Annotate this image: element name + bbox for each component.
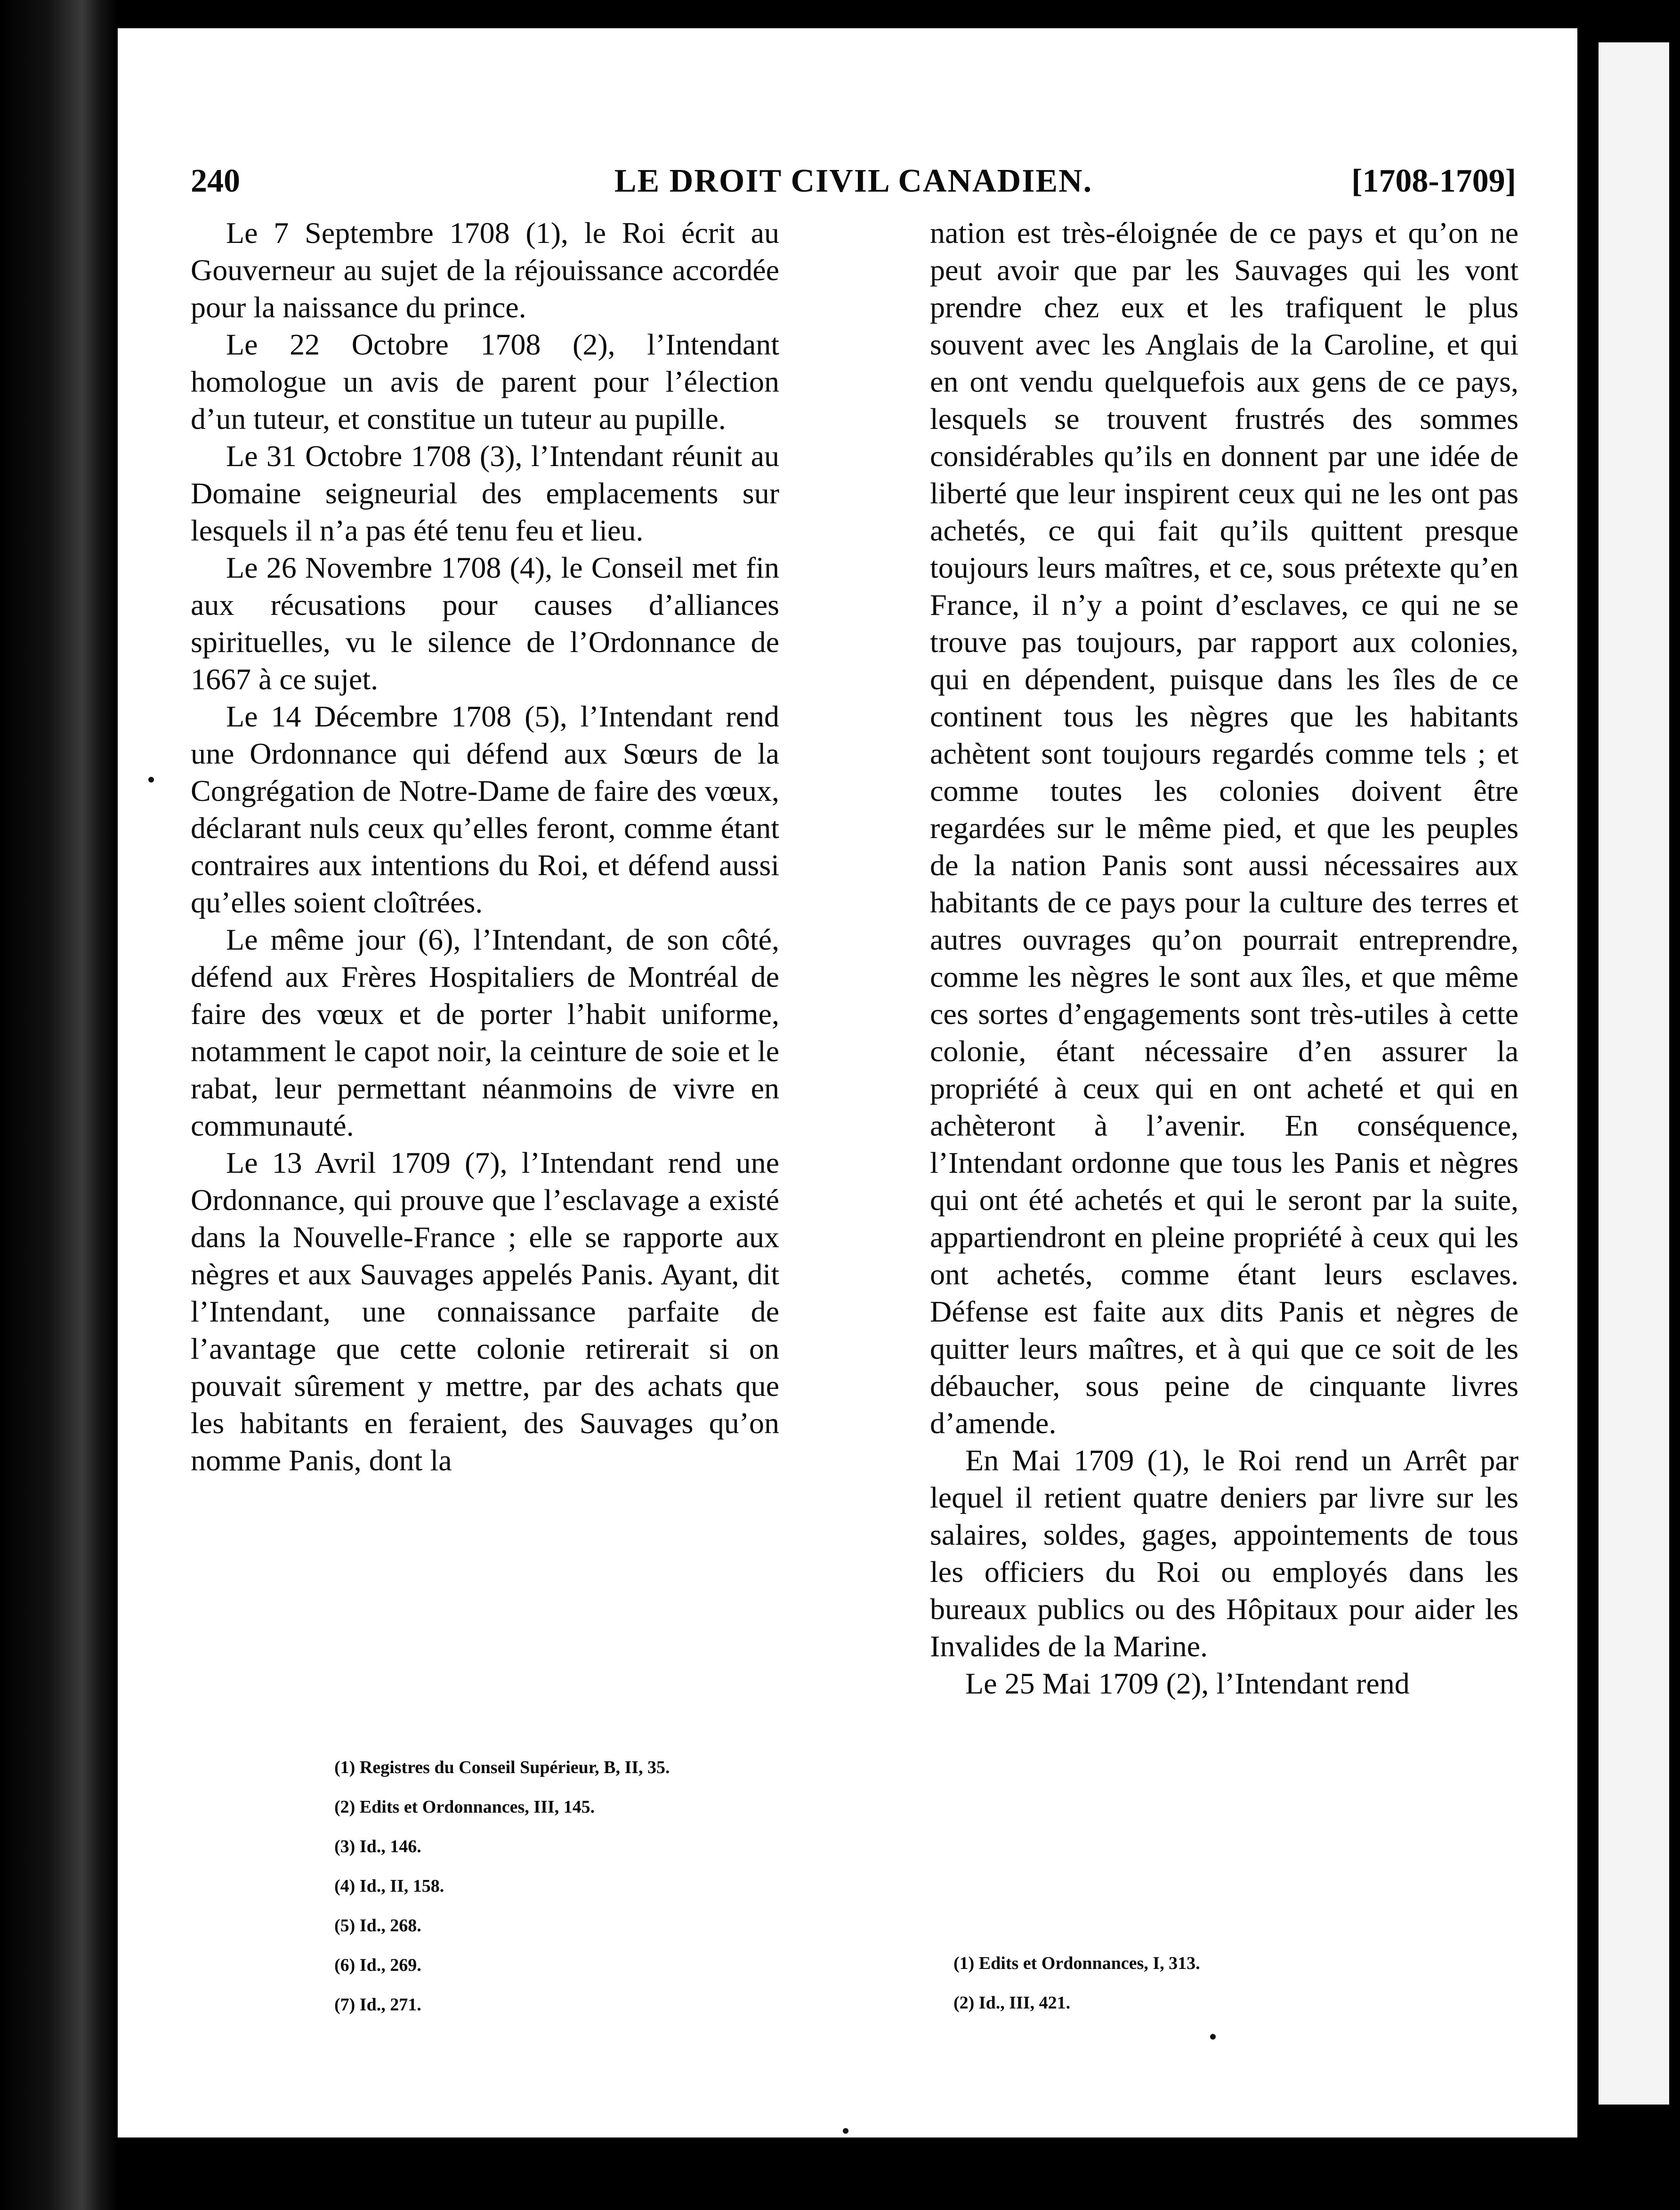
adjacent-page-strip — [1599, 42, 1669, 2105]
right-footnotes — [953, 1944, 1542, 2023]
footnote: (2) Id., III, 421. — [953, 1993, 1071, 2013]
paragraph: Le 22 Octobre 1708 (2), l’Intendant homologue un avis de parent pour l’élection d’un tuteur, et constitue un tuteur au pupille. — [191, 328, 779, 436]
paragraph: Le 14 Décembre 1708 (5), l’Intendant rend une Ordonnance qui défend aux Sœurs de la Congrégation de Notre-Dame de faire des vœux, déclarant nuls ceux qu’elles feront, comme étant contraires aux intentions du Roi, et défend aussi qu’elles soient cloîtrées. — [191, 700, 779, 919]
footnote: (6) Id., 269. — [334, 1955, 421, 1975]
paragraph: Le 26 Novembre 1708 (4), le Conseil met fin aux récusations pour causes d’alliances spirituelles, vu le silence de l’Ordonnance de 1667 à ce sujet. — [191, 551, 779, 696]
footnote: (7) Id., 271. — [334, 1995, 421, 2015]
footnote: (3) Id., 146. — [334, 1837, 421, 1856]
running-header — [191, 155, 1516, 207]
paragraph: Le 31 Octobre 1708 (3), l’Intendant réunit au Domaine seigneurial des emplacements sur lesquels il n’a pas été tenu feu et lieu. — [191, 439, 779, 547]
right-column — [930, 214, 1518, 1702]
left-column — [191, 214, 779, 1479]
footnote: (4) Id., II, 158. — [334, 1876, 444, 1896]
paragraph: Le 13 Avril 1709 (7), l’Intendant rend une Ordonnance, qui prouve que l’esclavage a existé dans la Nouvelle-France ; elle se rapporte aux nègres et aux Sauvages appelés Panis. Ayant, dit l’Intendant, une connaissance parfaite de l’avantage que cette colonie retirerait si on pouvait sûrement y mettre, par des achats que les habitants en feraient, des Sauvages qu’on nomme Panis, dont la — [191, 1146, 779, 1477]
paragraph: Le 25 Mai 1709 (2), l’Intendant rend — [965, 1667, 1410, 1700]
page-number: 240 — [191, 163, 240, 199]
left-footnotes — [334, 1748, 923, 2024]
paragraph-continuation: nation est très-éloignée de ce pays et qu’on ne peut avoir que par les Sauvages qui les vont prendre chez eux et les trafiquent le plus souvent avec les Anglais de la Caroline, et qui en ont vendu quelquefois aux gens de ce pays, lesquels se trouvent frustrés des sommes considérables qu’ils en donnent par une idée de liberté que leur inspirent ceux qui ne les ont pas achetés, ce qui fait qu’ils quittent presque toujours leurs maîtres, et ce, sous prétexte qu’en France, il n’y a point d’esclaves, ce qui ne se trouve pas toujours, par rapport aux colonies, qui en dépendent, puisque dans les îles de ce continent tous les nègres que les habitants achètent sont toujours regardés comme tels ; et comme toutes les colonies doivent être regardées sur le même pied, et que les peuples de la nation Panis sont aussi nécessaires aux habitants de ce pays pour la culture des terres et autres ouvrages qu’on pourrait entreprendre, comme les nègres le sont aux îles, et que même ces sortes d’engagements sont très-utiles à cette colonie, étant nécessaire d’en assurer la propriété à ceux qui en ont acheté et qui en achèteront à l’avenir. En conséquence, l’Intendant ordonne que tous les Panis et nègres qui ont été achetés et qui le seront par la suite, appartiendront en pleine propriété à ceux qui les ont achetés, comme étant leurs esclaves. Défense est faite aux dits Panis et nègres de quitter leurs maîtres, et à qui que ce soit de les débaucher, sous peine de cinquante livres d’amende. — [930, 216, 1518, 1440]
footnote: (1) Edits et Ordonnances, I, 313. — [953, 1953, 1200, 1973]
footnote: (1) Registres du Conseil Supérieur, B, II, 35. — [334, 1758, 670, 1777]
paragraph: Le 7 Septembre 1708 (1), le Roi écrit au Gouverneur au sujet de la réjouissance accordée pour la naissance du prince. — [191, 216, 779, 324]
footnote: (5) Id., 268. — [334, 1916, 421, 1936]
footnote: (2) Edits et Ordonnances, III, 145. — [334, 1797, 595, 1817]
ink-speck — [148, 777, 154, 782]
ink-speck — [843, 2128, 848, 2134]
ink-speck — [1210, 2034, 1216, 2040]
running-title: LE DROIT CIVIL CANADIEN. — [614, 163, 1093, 199]
year-range: [1708-1709] — [1351, 163, 1516, 199]
paragraph: Le même jour (6), l’Intendant, de son côté, défend aux Frères Hospitaliers de Montréal de faire des vœux et de porter l’habit uniforme, notamment le capot noir, la ceinture de soie et le rabat, leur permettant néanmoins de vivre en communauté. — [191, 923, 779, 1142]
paragraph: En Mai 1709 (1), le Roi rend un Arrêt par lequel il retient quatre deniers par livre sur les salaires, soldes, gages, appointements de tous les officiers du Roi ou employés dans les bureaux publics ou des Hôpitaux pour aider les Invalides de la Marine. — [930, 1444, 1518, 1663]
scan-left-edge — [0, 0, 118, 2210]
